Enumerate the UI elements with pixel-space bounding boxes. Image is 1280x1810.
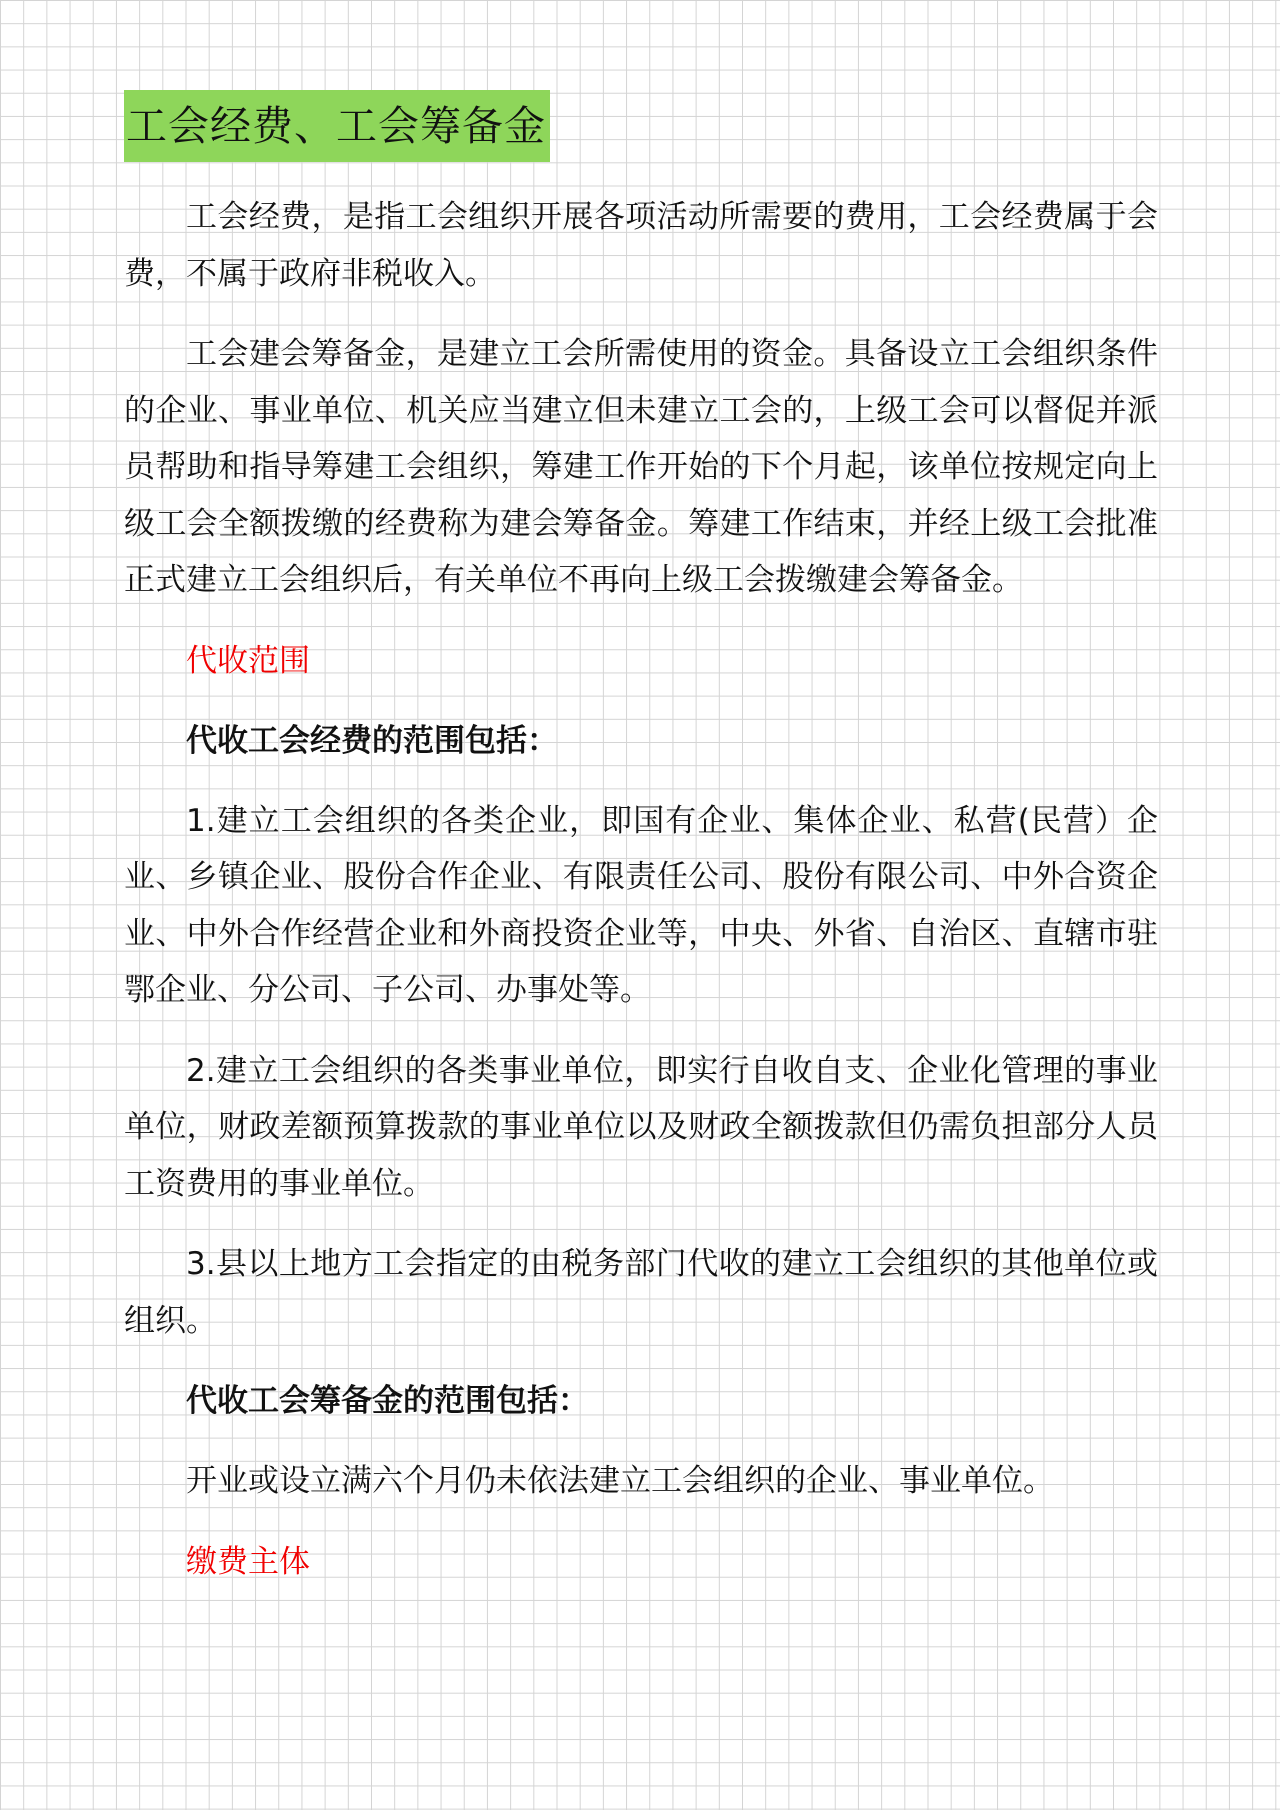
section-heading-collection-scope: 代收范围 — [186, 642, 310, 679]
subheading-preparatory-fund-scope: 代收工会筹备金的范围包括： — [186, 1383, 589, 1419]
section-heading-payer: 缴费主体 — [186, 1543, 310, 1580]
subheading-union-fee-scope: 代收工会经费的范围包括： — [186, 722, 558, 759]
list-item: 1.建立工会组织的各类企业，即国有企业、集体企业、私营(民营）企业、乡镇企业、股份合作企业、有限责任公司、股份有限公司、中外合资企业、中外合作经营企业和外商投资企业等，中央、外省、自治区、直辖市驻鄂企业、分公司、子公司、办事处等。 — [124, 802, 1158, 1008]
document-title: 工会经费、工会筹备金 — [124, 90, 550, 162]
paragraph-union-fee-definition: 工会经费，是指工会组织开展各项活动所需要的费用，工会经费属于会费，不属于政府非税收入。 — [124, 199, 1158, 292]
paragraph-preparatory-fund-definition: 工会建会筹备金，是建立工会所需使用的资金。具备设立工会组织条件的企业、事业单位、机关应当建立但未建立工会的，上级工会可以督促并派员帮助和指导筹建工会组织，筹建工作开始的下个月起，该单位按规定向上级工会全额拨缴的经费称为建会筹备金。筹建工作结束，并经上级工会批准正式建立工会组织后，有关单位不再向上级工会拨缴建会筹备金。 — [124, 336, 1158, 598]
list-item: 3.县以上地方工会指定的由税务部门代收的建立工会组织的其他单位或组织。 — [124, 1246, 1158, 1339]
list-item: 2.建立工会组织的各类事业单位，即实行自收自支、企业化管理的事业单位，财政差额预算拨款的事业单位以及财政全额拨款但仍需负担部分人员工资费用的事业单位。 — [124, 1052, 1158, 1202]
document-page — [124, 90, 1158, 1590]
paragraph-preparatory-fund-scope: 开业或设立满六个月仍未依法建立工会组织的企业、事业单位。 — [186, 1463, 1054, 1499]
